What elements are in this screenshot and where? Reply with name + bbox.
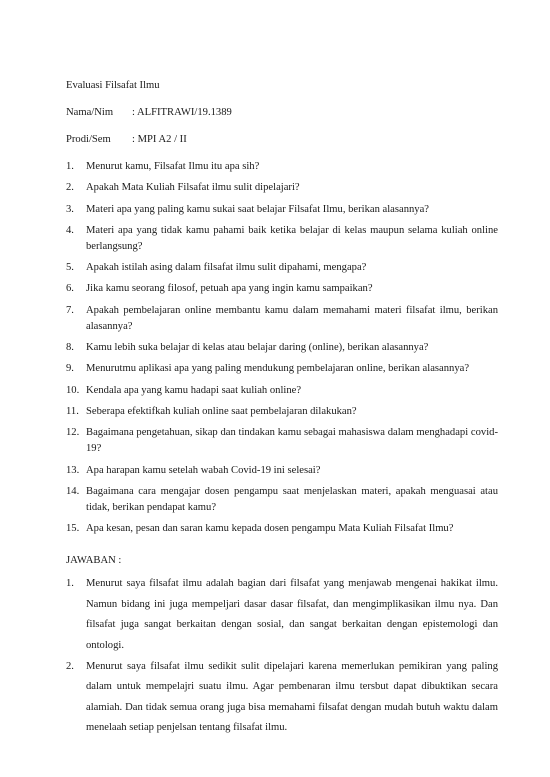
answer-list <box>66 574 498 739</box>
question-item <box>66 383 498 399</box>
question-text: Materi apa yang paling kamu sukai saat belajar Filsafat Ilmu, berikan alasannya? <box>86 203 429 215</box>
question-item <box>66 340 498 356</box>
meta-label: Prodi/Sem <box>66 134 111 145</box>
question-item <box>66 180 498 196</box>
question-item <box>66 404 498 420</box>
meta-prodi-row <box>66 132 498 148</box>
question-number: 2. <box>66 182 74 194</box>
question-item <box>66 425 498 457</box>
question-number: 15. <box>66 523 80 535</box>
question-text: Materi apa yang tidak kamu pahami baik ketika belajar di kelas maupun selama kuliah online berlangsung? <box>86 224 498 252</box>
question-number: 3. <box>66 203 74 215</box>
answer-item <box>66 574 498 656</box>
question-text: Jika kamu seorang filosof, petuah apa yang ingin kamu sampaikan? <box>86 283 373 295</box>
meta-name-row <box>66 105 498 121</box>
question-text: Menurut kamu, Filsafat Ilmu itu apa sih? <box>86 161 260 172</box>
meta-label: Nama/Nim <box>66 107 114 118</box>
question-item <box>66 223 498 255</box>
question-number: 1. <box>66 161 74 172</box>
question-number: 13. <box>66 464 80 476</box>
question-text: Kamu lebih suka belajar di kelas atau belajar daring (online), berikan alasannya? <box>86 342 429 354</box>
answer-item <box>66 657 498 739</box>
question-number: 10. <box>66 384 80 396</box>
question-text: Menurutmu aplikasi apa yang paling mendukung pembelajaran online, berikan alasannya? <box>86 363 470 375</box>
question-list <box>66 159 498 537</box>
question-text: Kendala apa yang kamu hadapi saat kuliah online? <box>86 384 302 396</box>
question-item <box>66 281 498 297</box>
question-number: 7. <box>66 304 74 316</box>
question-number: 6. <box>66 283 74 295</box>
meta-value: : ALFITRAWI/19.1389 <box>132 107 232 118</box>
answers-heading: JAWABAN : <box>66 555 122 567</box>
question-number: 9. <box>66 363 74 375</box>
question-number: 5. <box>66 262 74 274</box>
question-number: 4. <box>66 224 74 236</box>
question-item <box>66 303 498 335</box>
question-item <box>66 521 498 537</box>
question-number: 14. <box>66 485 80 497</box>
question-text: Bagaimana pengetahuan, sikap dan tindakan kamu sebagai mahasiswa dalam menghadapi covid-19? <box>86 427 498 455</box>
question-item <box>66 159 498 175</box>
question-text: Apa harapan kamu setelah wabah Covid-19 ini selesai? <box>86 464 321 476</box>
question-item <box>66 463 498 479</box>
document-title: Evaluasi Filsafat Ilmu <box>66 80 160 91</box>
question-text: Seberapa efektifkah kuliah online saat pembelajaran dilakukan? <box>86 405 357 417</box>
question-item <box>66 361 498 377</box>
question-item <box>66 484 498 516</box>
question-text: Apakah istilah asing dalam filsafat ilmu sulit dipahami, mengapa? <box>86 262 367 274</box>
answer-number: 1. <box>66 578 74 590</box>
question-text: Apa kesan, pesan dan saran kamu kepada dosen pengampu Mata Kuliah Filsafat Ilmu? <box>86 523 454 535</box>
answer-text: Menurut saya filsafat ilmu adalah bagian dari filsafat yang menjawab mengenai hakikat ilmu. Namun bidang ini juga mempeljari dasar dasar filsafat, dan mengimplikasikan ilmu nya. Dan filsafat juga sangat berkaitan dengan sosial, dan sangat berkaitan dengan epistemologi dan ontologi. <box>86 578 498 651</box>
answer-text: Menurut saya filsafat ilmu sedikit sulit dipelajari karena memerlukan pemikiran yang paling dalam untuk mempelajri suatu ilmu. Agar pembenaran ilmu tersbut dapat dibuktikan secara alamiah. Dan tidak semua orang juga bisa memahami filsafat dengan mudah butuh waktu dalam menelaah setiap penjelsan tentang filsafat ilmu. <box>86 660 498 734</box>
question-text: Apakah pembelajaran online membantu kamu dalam memahami materi filsafat ilmu, berikan alasannya? <box>86 304 498 332</box>
question-number: 8. <box>66 342 74 354</box>
question-item <box>66 202 498 218</box>
question-text: Bagaimana cara mengajar dosen pengampu saat menjelaskan materi, apakah menguasai atau tidak, berikan pendapat kamu? <box>86 485 498 513</box>
meta-value: : MPI A2 / II <box>132 134 187 145</box>
question-item <box>66 260 498 276</box>
question-number: 11. <box>66 405 79 417</box>
question-text: Apakah Mata Kuliah Filsafat ilmu sulit dipelajari? <box>86 182 300 194</box>
answer-number: 2. <box>66 660 74 672</box>
question-number: 12. <box>66 427 80 439</box>
